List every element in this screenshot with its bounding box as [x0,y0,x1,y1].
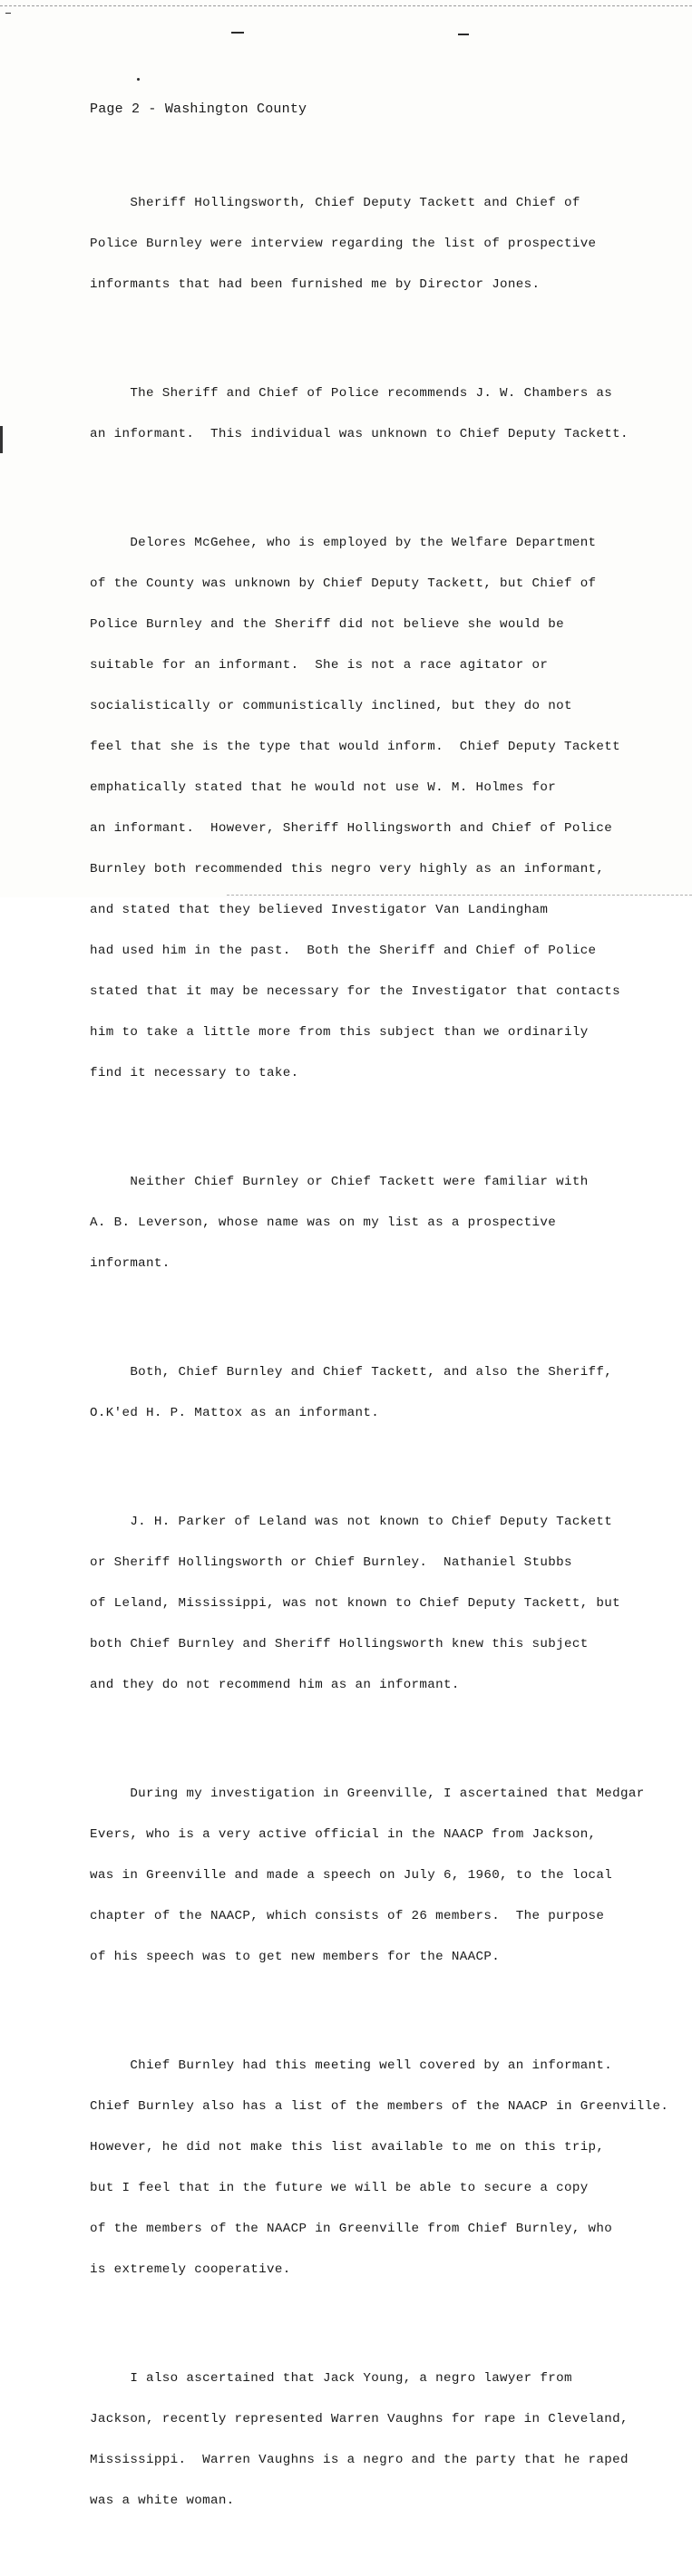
text-line: is extremely cooperative. [90,2262,291,2277]
text-line: J. H. Parker of Leland was not known to Chief Deputy Tackett [90,1515,613,1529]
text-line: was a white woman. [90,2494,235,2508]
text-line: Both, Chief Burnley and Chief Tackett, and also the Sheriff, [90,1365,613,1380]
text-line: emphatically stated that he would not use W. M. Holmes for [90,780,557,795]
text-line: socialistically or communistically inclined, but they do not [90,699,572,713]
text-line: suitable for an informant. She is not a race agitator or [90,658,549,673]
scan-speck [231,32,244,34]
text-line: but I feel that in the future we will be able to secure a copy [90,2181,589,2195]
text-line: was in Greenville and made a speech on July 6, 1960, to the local [90,1868,613,1883]
binding-mark [0,426,3,453]
text-line: of Leland, Mississippi, was not known to Chief Deputy Tackett, but [90,1596,621,1611]
paragraph [90,1148,679,1298]
text-line: During my investigation in Greenville, I ascertained that Medgar [90,1787,645,1801]
text-line: and they do not recommend him as an informant. [90,1678,460,1692]
text-line: Sheriff Hollingsworth, Chief Deputy Tackett and Chief of [90,196,580,210]
text-line: had used him in the past. Both the Sheriff and Chief of Police [90,944,597,958]
text-line: and stated that they believed Investigator Van Landingham [90,903,549,917]
paragraph [90,1488,679,1719]
text-line: chapter of the NAACP, which consists of 26 members. The purpose [90,1909,605,1923]
text-line: Jackson, recently represented Warren Vaughns for rape in Cleveland, [90,2412,629,2426]
text-line: The Sheriff and Chief of Police recommends J. W. Chambers as [90,386,613,401]
text-line: an informant. However, Sheriff Hollingsworth and Chief of Police [90,821,613,836]
page-header: Page 2 - Washington County [90,102,307,117]
text-line: Police Burnley were interview regarding the list of prospective [90,237,597,251]
paragraph [90,1339,679,1448]
text-line: find it necessary to take. [90,1066,299,1080]
text-line: or Sheriff Hollingsworth or Chief Burnley. Nathaniel Stubbs [90,1555,572,1570]
text-line: of the members of the NAACP in Greenville from Chief Burnley, who [90,2222,613,2236]
text-line: Delores McGehee, who is employed by the Welfare Department [90,536,597,550]
text-line: stated that it may be necessary for the Investigator that contacts [90,984,621,999]
bottom-scan-border [227,895,692,896]
text-line: However, he did not make this list available to me on this trip, [90,2140,605,2155]
paragraph [90,1760,679,1991]
text-line: of the County was unknown by Chief Deputy Tackett, but Chief of [90,576,597,591]
text-line: informant. [90,1256,171,1271]
text-line: feel that she is the type that would inform. Chief Deputy Tackett [90,740,621,754]
text-line: Police Burnley and the Sheriff did not believe she would be [90,617,564,632]
paragraph [90,2032,679,2304]
scan-speck [5,13,11,14]
text-line: O.K'ed H. P. Mattox as an informant. [90,1406,380,1420]
text-line: Burnley both recommended this negro very highly as an informant, [90,862,605,876]
paragraph [90,169,679,319]
text-line: of his speech was to get new members for the NAACP. [90,1950,501,1964]
scan-speck [458,34,469,35]
document-body [90,142,679,2576]
text-line: informants that had been furnished me by Director Jones. [90,277,541,292]
scan-speck [137,78,140,81]
text-line: Chief Burnley also has a list of the members of the NAACP in Greenville. [90,2099,669,2114]
text-line: Chief Burnley had this meeting well covered by an informant. [90,2058,613,2073]
text-line: both Chief Burnley and Sheriff Hollingsworth knew this subject [90,1637,589,1651]
text-line: Neither Chief Burnley or Chief Tackett were familiar with [90,1175,589,1189]
text-line: I also ascertained that Jack Young, a negro lawyer from [90,2371,572,2386]
text-line: Mississippi. Warren Vaughns is a negro and the party that he raped [90,2453,629,2467]
paragraph [90,360,679,469]
top-scan-border [0,0,692,6]
paragraph [90,2345,679,2535]
text-line: him to take a little more from this subject than we ordinarily [90,1025,589,1040]
paragraph [90,509,679,1108]
text-line: an informant. This individual was unknown to Chief Deputy Tackett. [90,427,629,441]
text-line: A. B. Leverson, whose name was on my list as a prospective [90,1215,557,1230]
text-line: Evers, who is a very active official in the NAACP from Jackson, [90,1827,597,1842]
